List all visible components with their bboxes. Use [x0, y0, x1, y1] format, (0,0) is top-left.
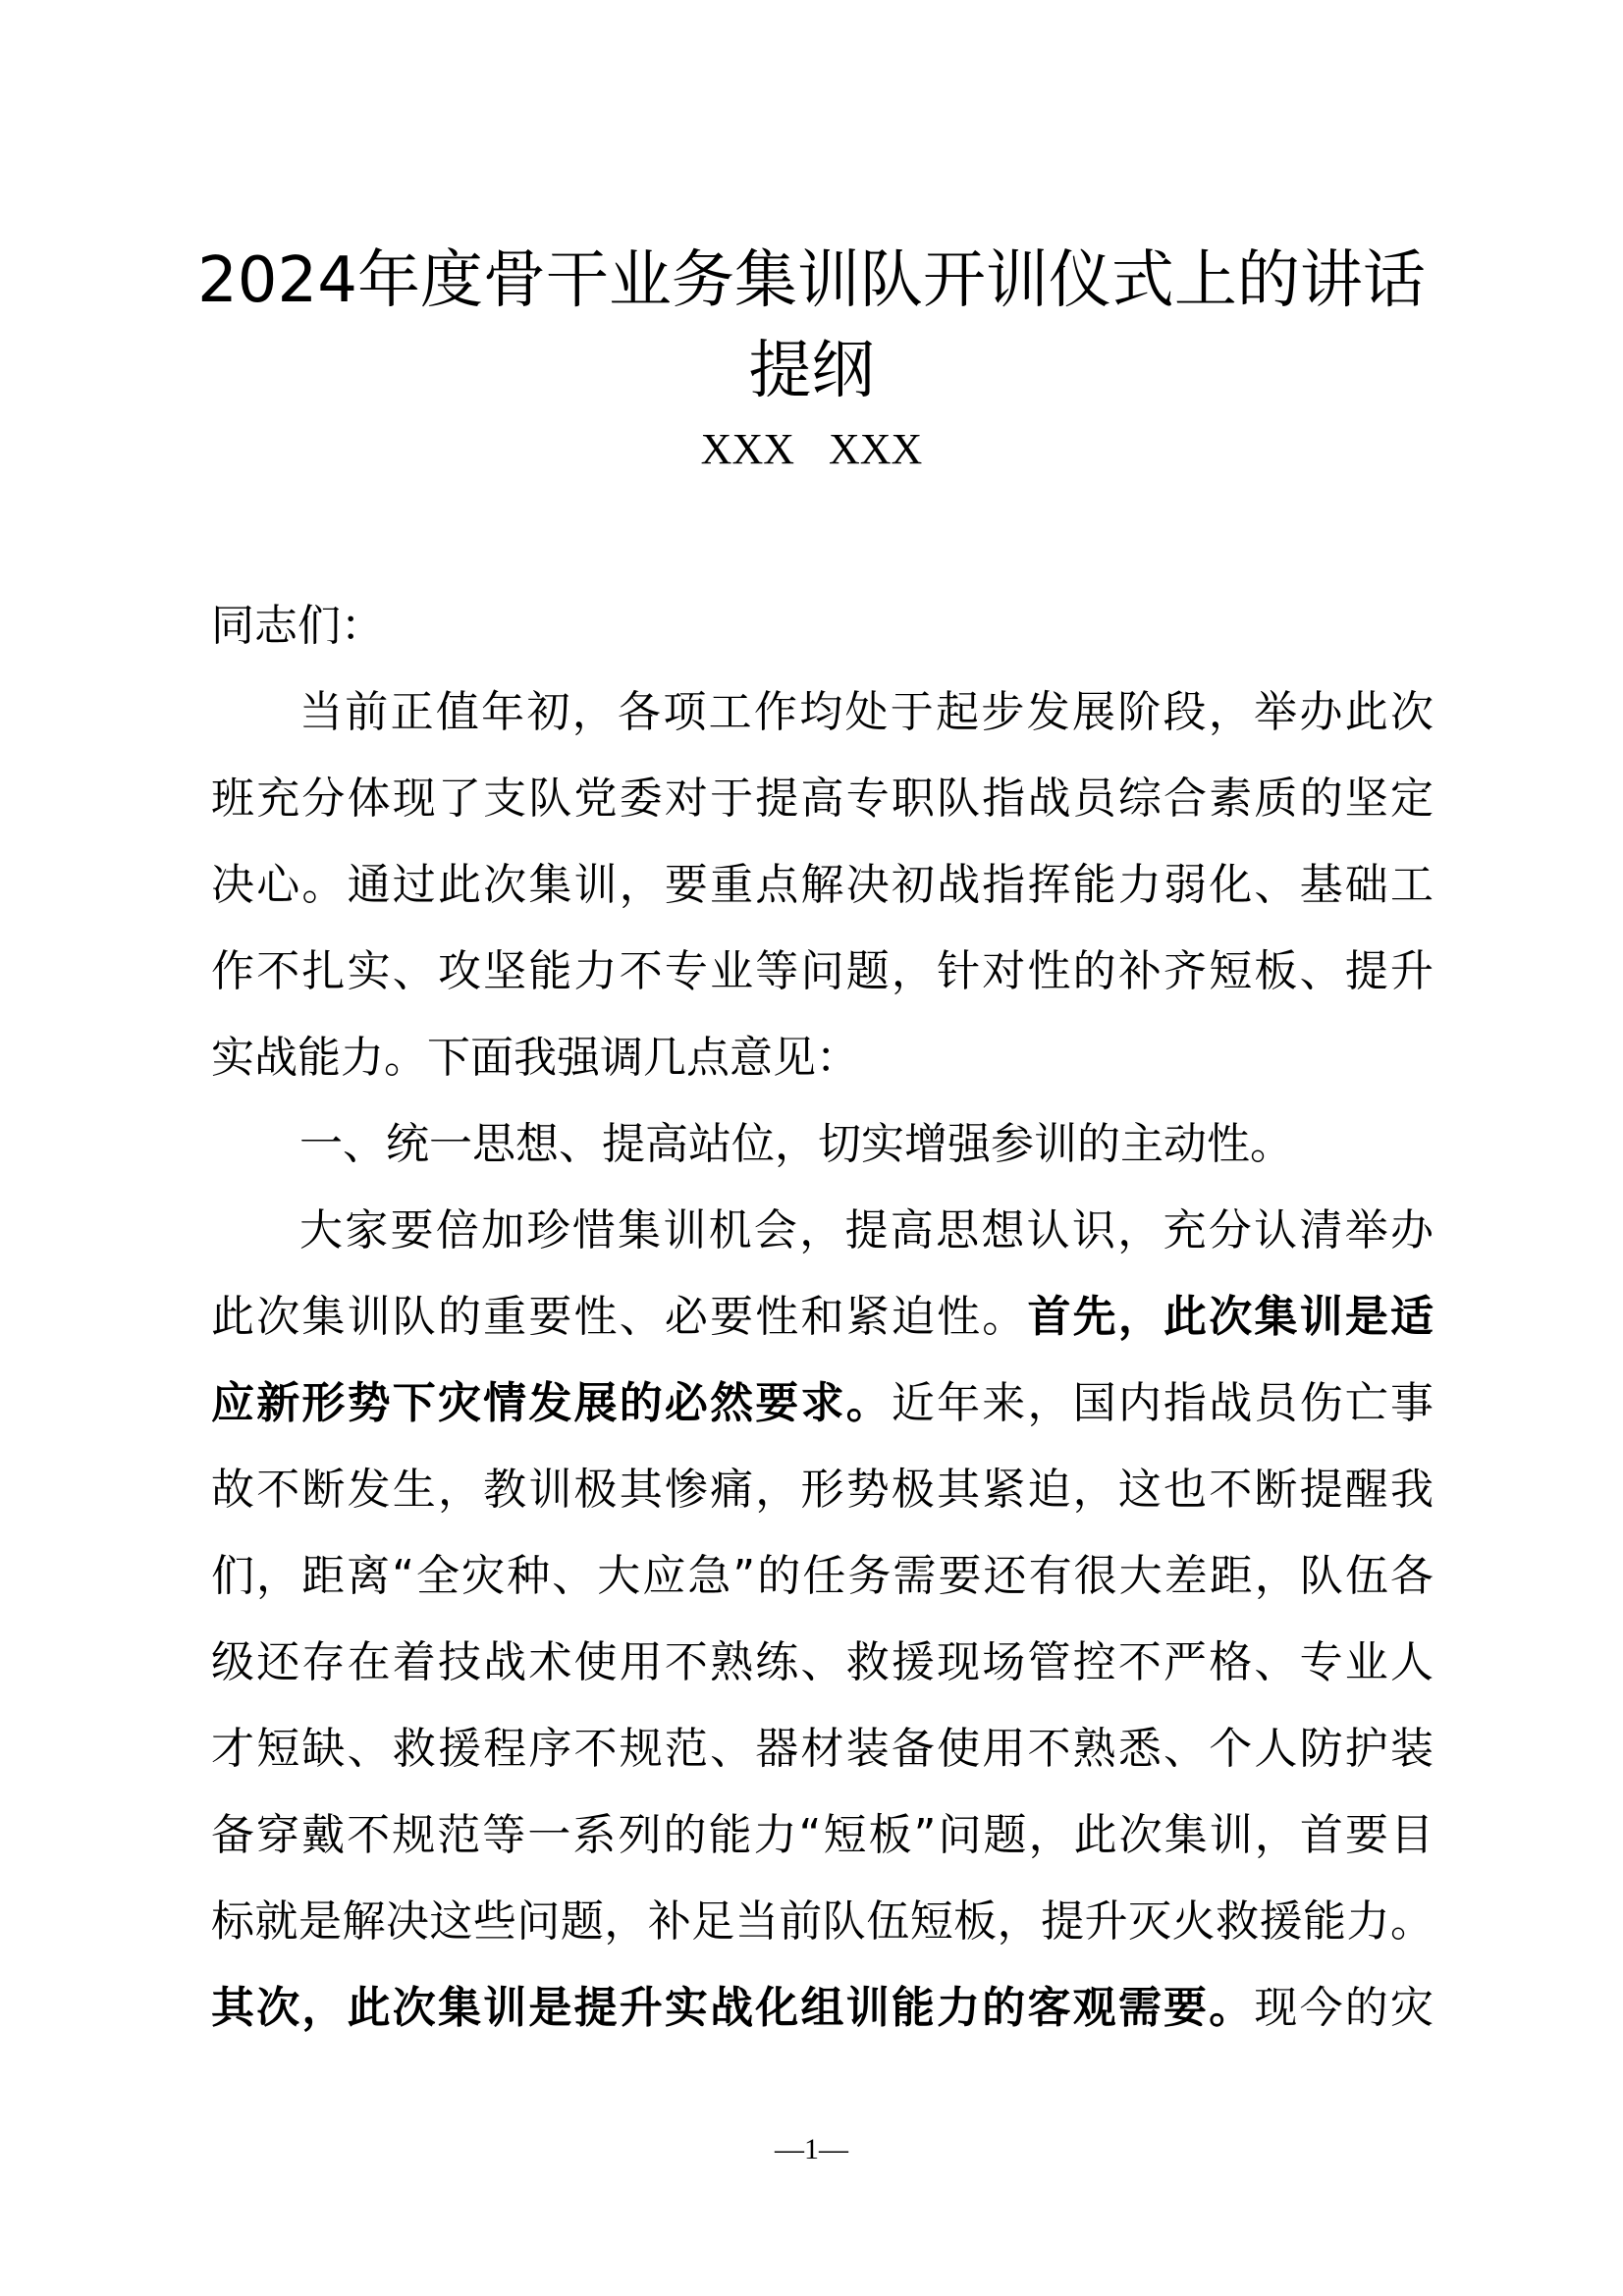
body-text: 现今的灾 — [1254, 1983, 1434, 2033]
body-line — [211, 1979, 1434, 2038]
page-number: —1— — [775, 2133, 848, 2165]
body-line: 作不扎实、攻坚能力不专业等问题，针对性的补齐短板、提升 — [211, 946, 1434, 996]
body-text: 此次集训队的重要性、必要性和紧迫性。 — [211, 1292, 1028, 1342]
body-line: 备穿戴不规范等一系列的能力“短板”问题，此次集训，首要目 — [211, 1810, 1434, 1860]
body-line: 当前正值年初，各项工作均处于起步发展阶段，举办此次 — [299, 687, 1434, 737]
salutation: 同志们： — [211, 601, 384, 651]
body-line: 们，距离“全灾种、大应急”的任务需要还有很大差距，队伍各 — [211, 1551, 1434, 1601]
body-line: 班充分体现了支队党委对于提高专职队指战员综合素质的坚定 — [211, 774, 1434, 824]
bold-point-text: 首先，此次集训是适 — [1027, 1292, 1434, 1342]
body-line: 才短缺、救援程序不规范、器材装备使用不熟悉、个人防护装 — [211, 1724, 1434, 1774]
body-text: 近年来，国内指战员伤亡事 — [891, 1378, 1434, 1428]
body-line: 大家要倍加珍惜集训机会，提高思想认识，充分认清举办 — [299, 1205, 1434, 1255]
document-title-line-1: 2024年度骨干业务集训队开训仪式上的讲话 — [197, 244, 1426, 317]
body-line — [211, 1288, 1434, 1347]
document-title-line-2: 提纲 — [748, 335, 875, 407]
body-line: 故不断发生，教训极其惨痛，形势极其紧迫，这也不断提醒我 — [211, 1465, 1434, 1515]
body-line: 实战能力。下面我强调几点意见： — [211, 1033, 859, 1083]
bold-point-text: 应新形势下灾情发展的必然要求。 — [211, 1378, 892, 1428]
body-line: 决心。通过此次集训，要重点解决初战指挥能力弱化、基础工 — [211, 860, 1434, 910]
section-heading: 一、统一思想、提高站位，切实增强参训的主动性。 — [299, 1119, 1293, 1169]
body-line: 标就是解决这些问题，补足当前队伍短板，提升灭火救援能力。 — [211, 1896, 1434, 1947]
body-line — [211, 1374, 1434, 1433]
body-line: 级还存在着技战术使用不熟练、救援现场管控不严格、专业人 — [211, 1637, 1434, 1687]
author-name: XXX XXX — [700, 425, 923, 473]
bold-point-text: 其次，此次集训是提升实战化组训能力的客观需要。 — [211, 1983, 1255, 2033]
